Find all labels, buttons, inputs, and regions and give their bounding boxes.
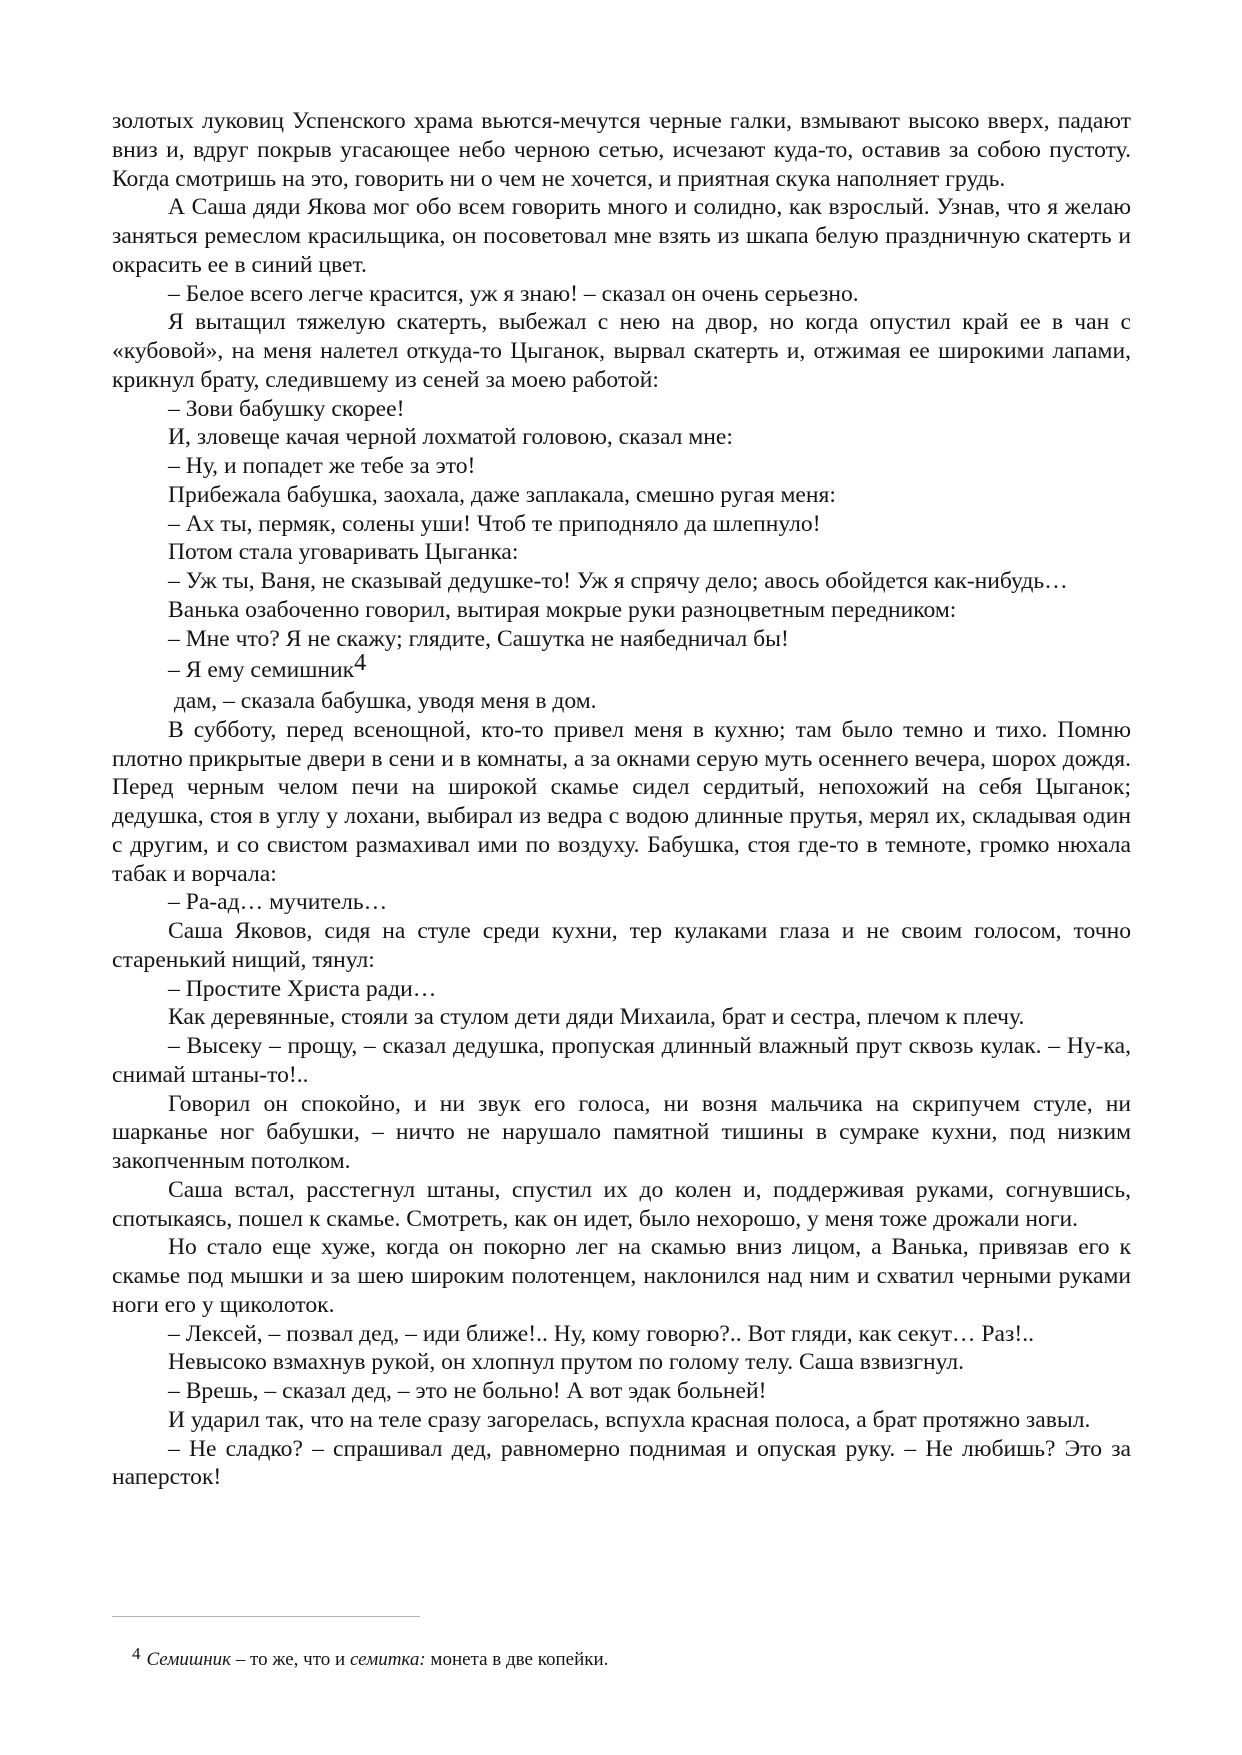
paragraph: – Зови бабушку скорее! — [168, 395, 405, 422]
paragraph: – Простите Христа ради… — [168, 975, 437, 1002]
paragraph: В субботу, перед всенощной, кто-то привел меня в кухню; там было темно и тихо. Помню плотно прикрытые двери в сени и в комнаты, а за окнами серую муть осеннего вечера, шорох дождя. Перед черным челом печи на широкой скамье сидел сердитый, непохожий на себя Цыганок; дедушка, стоя в углу у лохани, выбирал из ведра с водою длинные прутья, мерял их, складывая один с другим, и со свистом размахивал ими по воздуху. Бабушка, стоя где-то в темноте, громко нюхала табак и ворчала: — [112, 716, 1131, 887]
footnote-text-2: монета в две копейки. — [425, 1649, 609, 1670]
paragraph: Я вытащил тяжелую скатерть, выбежал с нею на двор, но когда опустил край ее в чан с «кубовой», на меня налетел откуда-то Цыганок, вырвал скатерть и, отжимая ее широкими лапами, крикнул брату, следившему из сеней за моею работой: — [112, 309, 1131, 393]
paragraph: И ударил так, что на теле сразу загорелась, вспухла красная полоса, а брат протяжно завыл. — [168, 1406, 1091, 1433]
paragraph: Но стало еще хуже, когда он покорно лег на скамью вниз лицом, а Ванька, привязав его к скамье под мышки и за шею широким полотенцем, наклонился над ним и схватил черными руками ноги его у щиколоток. — [112, 1234, 1131, 1318]
paragraph: Как деревянные, стояли за стулом дети дяди Михаила, брат и сестра, плечом к плечу. — [168, 1004, 1025, 1031]
paragraph — [112, 687, 1131, 716]
paragraph: – Ах ты, пермяк, солены уши! Чтоб те приподняло да шлепнуло! — [168, 510, 821, 537]
paragraph-text: – Я ему семишник — [168, 657, 355, 684]
paragraph: золотых луковиц Успенского храма вьются-мечутся черные галки, взмывают высоко вверх, падают вниз и, вдруг покрыв угасающее небо черною сетью, исчезают куда-то, оставив за собою пустоту. Когда смотришь на это, говорить ни о чем не хочется, и приятная скука наполняет грудь. — [112, 108, 1131, 192]
paragraph: – Уж ты, Ваня, не сказывай дедушке-то! Уж я спрячу дело; авось обойдется как-нибудь… — [168, 568, 1068, 594]
paragraph: – Ну, и попадет же тебе за это! — [168, 453, 476, 479]
paragraph-text: дам, – сказала бабушка, уводя меня в дом. — [168, 688, 597, 714]
paragraph: Невысоко взмахнув рукой, он хлопнул прутом по голому телу. Саша взвизгнул. — [168, 1349, 965, 1376]
paragraph: Саша встал, расстегнул штаны, спустил их до колен и, поддерживая руками, согнувшись, спотыкаясь, пошел к скамье. Смотреть, как он идет, было нехорошо, у меня тоже дрожали ноги. — [112, 1176, 1131, 1232]
footnote-text: – то же, что и — [231, 1649, 350, 1670]
paragraph: – Высеку – прощу, – сказал дедушка, пропуская длинный влажный прут сквозь кулак. – Ну-ка, снимай штаны-то!.. — [112, 1033, 1131, 1088]
paragraph: – Не сладко? – спрашивал дед, равномерно поднимая и опуская руку. – Не любишь? Это за наперсток! — [112, 1435, 1131, 1491]
paragraph: – Белое всего легче красится, уж я знаю! – сказал он очень серьезно. — [168, 280, 859, 307]
paragraph: – Ра-ад… мучитель… — [168, 889, 388, 916]
footnote-term-2: семитка: — [349, 1649, 426, 1670]
paragraph: Саша Яковов, сидя на стуле среди кухни, тер кулаками глаза и не своим голосом, точно старенький нищий, тянул: — [112, 918, 1131, 973]
paragraph: Потом стала уговаривать Цыганка: — [168, 539, 519, 566]
paragraph: Ванька озабоченно говорил, вытирая мокрые руки разноцветным передником: — [168, 596, 957, 623]
paragraph — [112, 650, 1131, 685]
footnote-number: 4 — [132, 1644, 141, 1663]
paragraph: Прибежала бабушка, заохала, даже заплакала, смешно ругая меня: — [168, 481, 836, 508]
footnote — [132, 1644, 1112, 1672]
footnote-divider — [112, 1616, 420, 1617]
paragraph: Говорил он спокойно, и ни звук его голоса, ни возня мальчика на скрипучем стуле, ни шарканье ног бабушки, – ничто не нарушало памятной тишины в сумраке кухни, под низким закопченным потолком. — [112, 1090, 1131, 1174]
paragraph: – Лексей, – позвал дед, – иди ближе!.. Ну, кому говорю?.. Вот гляди, как секут… Раз!.. — [168, 1320, 1034, 1347]
paragraph: – Врешь, – сказал дед, – это не больно! А вот эдак больней! — [168, 1378, 767, 1404]
paragraph: А Саша дяди Якова мог обо всем говорить много и солидно, как взрослый. Узнав, что я желаю заняться ремеслом красильщика, он посоветовал мне взять из шкапа белую праздничную скатерть и окрасить ее в синий цвет. — [112, 194, 1131, 278]
paragraph: И, зловеще качая черной лохматой головою, сказал мне: — [168, 424, 733, 451]
body-text — [112, 107, 1131, 1492]
footnote-term: Семишник — [146, 1649, 232, 1670]
footnote-reference[interactable]: 4 — [354, 650, 367, 677]
paragraph: – Мне что? Я не скажу; глядите, Сашутка не наябедничал бы! — [168, 625, 789, 652]
